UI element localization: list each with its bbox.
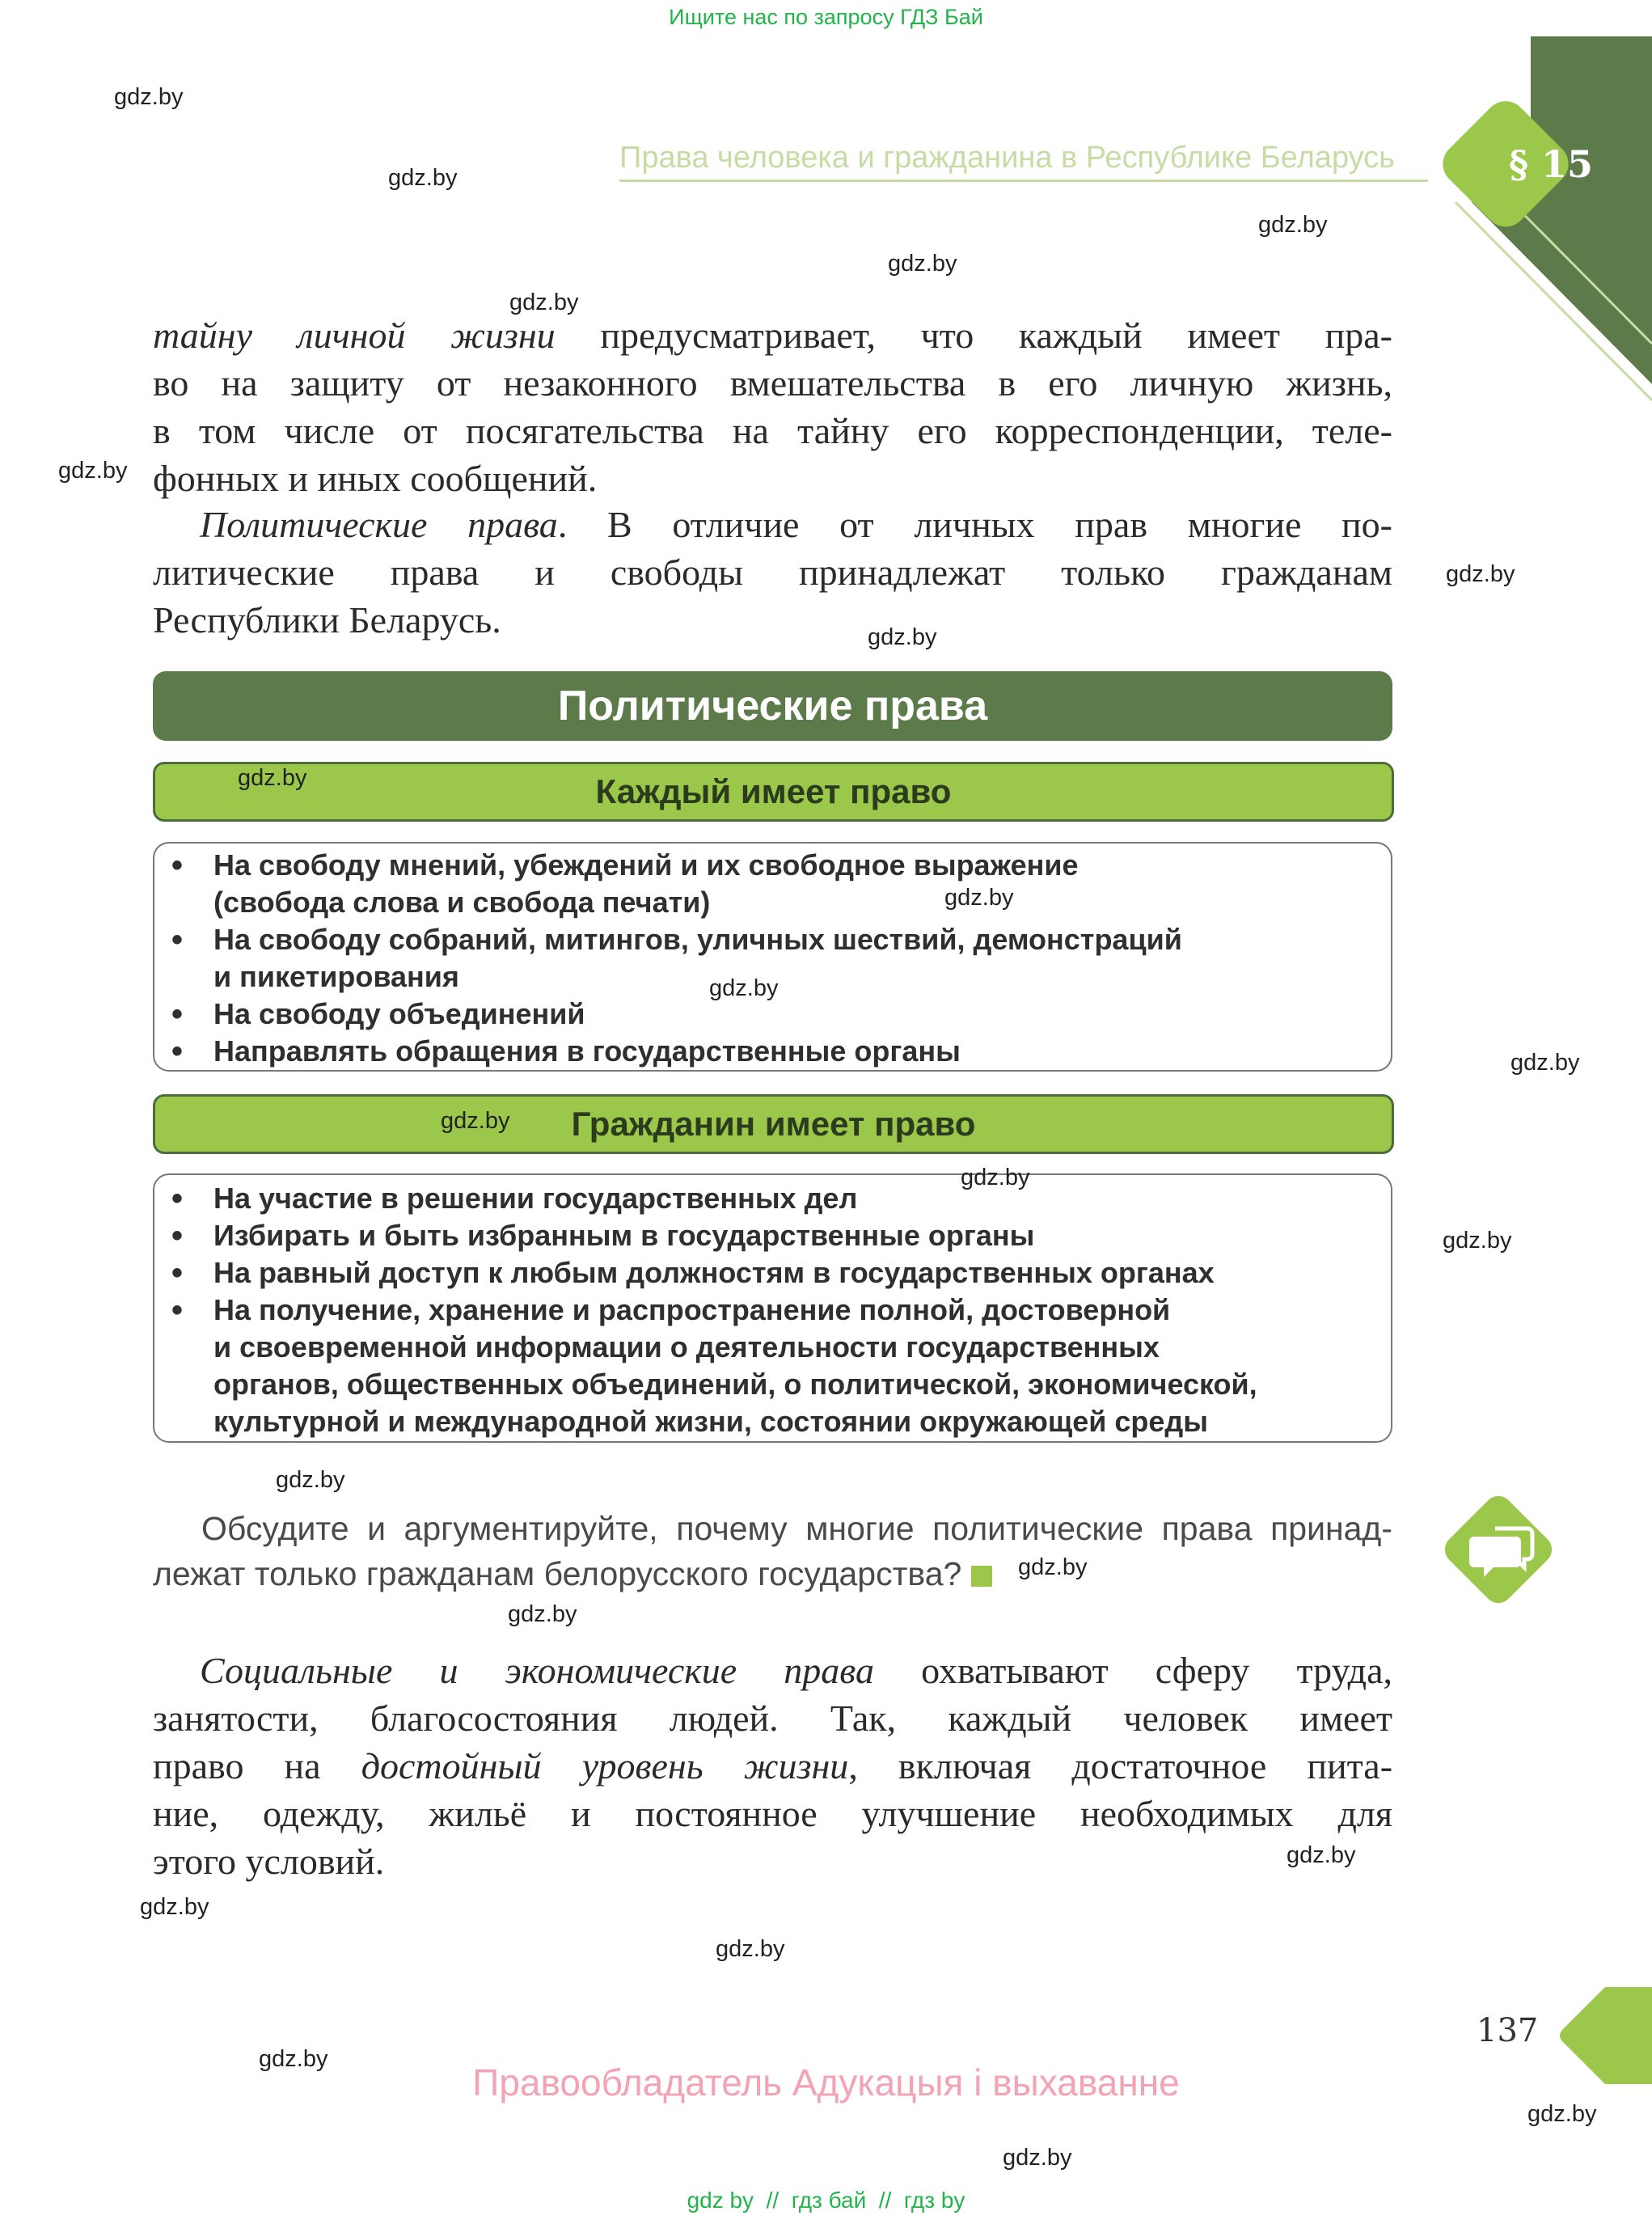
citizen-heading: Гражданин имеет право bbox=[153, 1094, 1394, 1154]
citizen-right-item: • На участие в решении государственных дел bbox=[154, 1180, 1391, 1217]
section-title: Права человека и гражданина в Республике Беларусь bbox=[619, 141, 1395, 175]
watermark: gdz.by bbox=[1443, 1228, 1512, 1254]
everyone-rights-box bbox=[153, 842, 1392, 1072]
everyone-right-item-cont: (свобода слова и свобода печати) bbox=[213, 886, 711, 919]
intro-line: в том числе от посягательства на тайну его корреспонденции, теле- bbox=[153, 410, 1392, 451]
discussion-line: лежат только гражданам белорусского государства? bbox=[153, 1551, 1392, 1596]
social-paragraph bbox=[153, 1647, 1392, 1885]
social-line: право на достойный уровень жизни, включая достаточное пита- bbox=[153, 1745, 1393, 1786]
watermark: gdz.by bbox=[388, 165, 458, 191]
watermark: gdz.by bbox=[709, 975, 779, 1001]
citizen-right-item-cont: культурной и международной жизни, состоянии окружающей среды bbox=[213, 1405, 1209, 1438]
everyone-right-item: • На свободу мнений, убеждений и их свободное выражение bbox=[154, 847, 1391, 884]
watermark: gdz.by bbox=[1003, 2145, 1072, 2171]
watermark: gdz.by bbox=[716, 1936, 785, 1962]
intro-line: тайну личной жизни предусматривает, что каждый имеет пра- bbox=[153, 315, 1392, 356]
watermark: gdz.by bbox=[1446, 561, 1515, 587]
intro-line: во на защиту от незаконного вмешательства в его личную жизнь, bbox=[153, 362, 1392, 404]
watermark: gdz.by bbox=[944, 885, 1014, 911]
watermark: gdz.by bbox=[1510, 1050, 1580, 1076]
paragraph-label: § 15 bbox=[1508, 142, 1594, 186]
watermark: gdz.by bbox=[1287, 1842, 1356, 1868]
watermark: gdz.by bbox=[114, 84, 184, 110]
rights-holder: Правообладатель Адукацыя і выхаванне bbox=[472, 2061, 1180, 2103]
everyone-right-item: • Направлять обращения в государственные органы bbox=[154, 1033, 1391, 1070]
watermark: gdz.by bbox=[259, 2046, 328, 2072]
watermark: gdz.by bbox=[508, 1601, 577, 1627]
everyone-heading: Каждый имеет право bbox=[153, 762, 1394, 822]
watermark: gdz.by bbox=[1258, 212, 1328, 238]
watermark: gdz.by bbox=[868, 624, 937, 650]
discussion-line: Обсудите и аргументируйте, почему многие политические права принад- bbox=[201, 1510, 1392, 1547]
citizen-right-item: • На получение, хранение и распространение полной, достоверной bbox=[154, 1292, 1391, 1329]
watermark: gdz.by bbox=[1018, 1554, 1088, 1580]
citizen-right-item: • Избирать и быть избранным в государственные органы bbox=[154, 1217, 1391, 1254]
watermark: gdz.by bbox=[509, 290, 579, 315]
discussion-speech-bubbles-icon bbox=[1439, 1490, 1558, 1609]
citizen-rights-box bbox=[153, 1173, 1392, 1443]
scheme-title: Политические права bbox=[153, 671, 1392, 741]
watermark: gdz.by bbox=[961, 1165, 1030, 1190]
intro-line: фонных и иных сообщений. bbox=[153, 458, 598, 499]
watermark: gdz.by bbox=[888, 251, 957, 277]
social-line: занятости, благосостояния людей. Так, каждый человек имеет bbox=[153, 1698, 1392, 1739]
end-marker-icon bbox=[971, 1566, 992, 1587]
page-number: 137 bbox=[1477, 2012, 1539, 2049]
watermark: gdz.by bbox=[276, 1467, 345, 1493]
political-line: литические права и свободы принадлежат только гражданам bbox=[153, 552, 1392, 593]
header-rule bbox=[619, 180, 1428, 182]
social-term: Социальные и экономические права bbox=[200, 1650, 874, 1691]
top-search-note: Ищите нас по запросу ГДЗ Бай bbox=[669, 5, 983, 29]
political-term: Политические права bbox=[200, 504, 558, 545]
social-line: этого условий. bbox=[153, 1841, 385, 1882]
political-line: Политические права. В отличие от личных прав многие по- bbox=[200, 504, 1392, 545]
citizen-right-item: • На равный доступ к любым должностям в государственных органах bbox=[154, 1254, 1391, 1292]
everyone-right-item: • На свободу объединений bbox=[154, 996, 1391, 1033]
watermark: gdz.by bbox=[1527, 2101, 1597, 2127]
watermark: gdz.by bbox=[441, 1108, 510, 1134]
political-paragraph bbox=[153, 501, 1392, 644]
watermark: gdz.by bbox=[140, 1894, 209, 1920]
political-line: Республики Беларусь. bbox=[153, 599, 501, 641]
everyone-right-item-cont: и пикетирования bbox=[213, 960, 459, 993]
social-line: ние, одежду, жильё и постоянное улучшение необходимых для bbox=[153, 1793, 1392, 1834]
social-line: Социальные и экономические права охватывают сферу труда, bbox=[200, 1650, 1392, 1691]
citizen-right-item-cont: и своевременной информации о деятельности государственных bbox=[213, 1330, 1160, 1364]
watermark: gdz.by bbox=[238, 765, 307, 791]
intro-term: тайну личной жизни bbox=[153, 315, 556, 356]
intro-paragraph bbox=[153, 311, 1392, 502]
watermark: gdz.by bbox=[58, 458, 128, 484]
discussion-task bbox=[153, 1506, 1392, 1596]
everyone-right-item: • На свободу собраний, митингов, уличных шествий, демонстраций bbox=[154, 921, 1391, 958]
citizen-right-item-cont: органов, общественных объединений, о политической, экономической, bbox=[213, 1368, 1257, 1401]
footer-links[interactable]: gdz by // гдз бай // гдз by bbox=[687, 2188, 965, 2213]
